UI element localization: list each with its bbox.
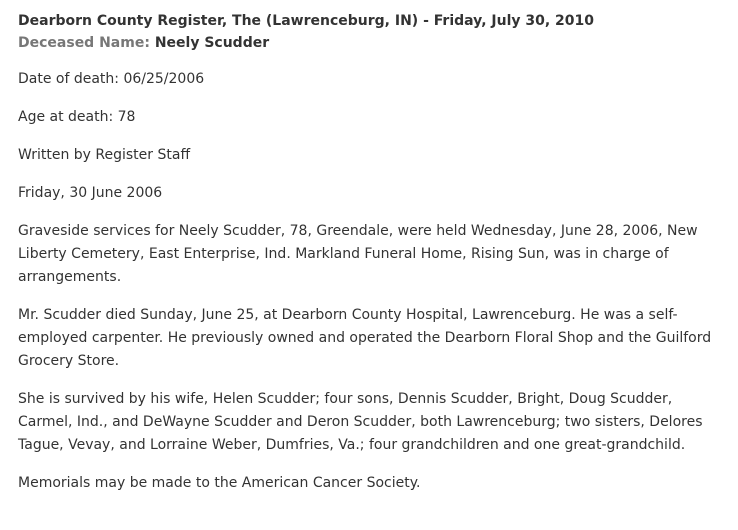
article-date: Friday, 30 June 2006: [18, 185, 163, 201]
deceased-name-label: Deceased Name:: [18, 35, 150, 51]
date-of-death: Date of death: 06/25/2006: [18, 71, 205, 87]
age-at-death: Age at death: 78: [18, 109, 136, 125]
body-paragraph-memorials: Memorials may be made to the American Cancer Society.: [18, 475, 421, 491]
body-paragraph-survivors: She is survived by his wife, Helen Scudder; four sons, Dennis Scudder, Bright, Doug Scudder, Carmel, Ind., and DeWayne Scudder and Deron Scudder, both Lawrenceburg; two sisters, Delores Tague, Vevay, and Lorraine Weber, Dumfries, Va.; four grandchildren and one great-grandchild.: [18, 391, 703, 453]
deceased-name-value: Neely Scudder: [154, 35, 270, 51]
body-paragraph-biography: Mr. Scudder died Sunday, June 25, at Dearborn County Hospital, Lawrenceburg. He was a self-employed carpenter. He previously owned and operated the Dearborn Floral Shop and the Guilford Grocery Store.: [18, 307, 712, 369]
body-paragraph-services: Graveside services for Neely Scudder, 78, Greendale, were held Wednesday, June 28, 2006, New Liberty Cemetery, East Enterprise, Ind. Markland Funeral Home, Rising Sun, was in charge of arrangements.: [18, 223, 698, 285]
deceased-name-row: [18, 32, 720, 54]
publication-headline: Dearborn County Register, The (Lawrenceburg, IN) - Friday, July 30, 2010: [18, 13, 595, 29]
author-byline: Written by Register Staff: [18, 147, 191, 163]
